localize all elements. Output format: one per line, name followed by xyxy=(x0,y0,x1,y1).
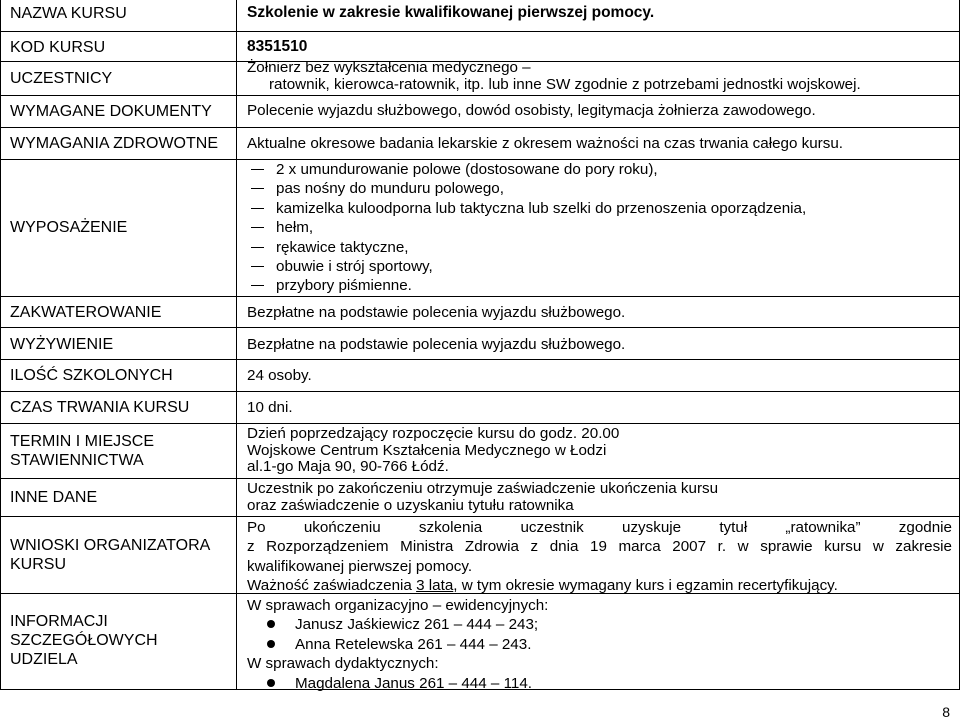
label-nazwa-kursu: NAZWA KURSU xyxy=(10,5,127,22)
value-ilosc-szkolonych: 24 osoby. xyxy=(247,367,312,384)
list-item: obuwie i strój sportowy, xyxy=(247,257,952,276)
row-divider xyxy=(0,31,960,32)
label-inne-dane: INNE DANE xyxy=(10,489,98,506)
label-ilosc-szkolonych: ILOŚĆ SZKOLONYCH xyxy=(10,367,173,384)
uczestnicy-line1: Żołnierz bez wykształcenia medycznego – xyxy=(247,59,531,76)
row-divider xyxy=(0,95,960,96)
list-item: pas nośny do munduru polowego, xyxy=(247,179,952,198)
didactic-contacts-header: W sprawach dydaktycznych: xyxy=(247,655,439,673)
page-number: 8 xyxy=(942,704,950,720)
label-wymagania-zdrowotne: WYMAGANIA ZDROWOTNE xyxy=(10,135,218,152)
equipment-list xyxy=(247,160,952,296)
value-zakwaterowanie: Bezpłatne na podstawie polecenia wyjazdu służbowego. xyxy=(247,304,626,321)
label-uczestnicy: UCZESTNICY xyxy=(10,70,113,87)
inne-line2: oraz zaświadczenie o uzyskaniu tytułu ratownika xyxy=(247,496,574,514)
value-wymagania-zdrowotne: Aktualne okresowe badania lekarskie z okresem ważności na czas trwania całego kursu. xyxy=(247,135,843,152)
list-item: Janusz Jaśkiewicz 261 – 444 – 243; xyxy=(247,615,952,634)
label-wymagane-dokumenty: WYMAGANE DOKUMENTY xyxy=(10,103,212,120)
value-inne-dane xyxy=(247,481,952,514)
termin-line2: Wojskowe Centrum Kształcenia Medycznego w Łodzi xyxy=(247,441,607,459)
row-divider xyxy=(0,391,960,392)
org-contacts-list xyxy=(247,615,952,654)
list-item: 2 x umundurowanie polowe (dostosowane do pory roku), xyxy=(247,160,952,179)
label-kod-kursu: KOD KURSU xyxy=(10,39,106,56)
value-wnioski-organizatora xyxy=(247,518,952,596)
termin-label-line1: TERMIN I MIEJSCE xyxy=(10,433,155,450)
label-wyposazenie: WYPOSAŻENIE xyxy=(10,219,128,236)
informacji-label-line2: SZCZEGÓŁOWYCH xyxy=(10,632,158,649)
row-divider xyxy=(0,327,960,328)
label-termin-miejsce xyxy=(10,432,236,470)
termin-line1: Dzień poprzedzający rozpoczęcie kursu do godz. 20.00 xyxy=(247,425,620,442)
list-item: przybory piśmienne. xyxy=(247,276,952,295)
bullet-icon xyxy=(267,620,275,628)
row-divider xyxy=(0,296,960,297)
wnioski-line1: Po ukończeniu szkolenia uczestnik uzyskuje tytuł „ratownika” zgodnie xyxy=(247,519,952,536)
value-wymagane-dokumenty: Polecenie wyjazdu służbowego, dowód osobisty, legitymacja żołnierza zawodowego. xyxy=(247,102,816,119)
didactic-contacts-list xyxy=(247,674,952,693)
termin-line3: al.1-go Maja 90, 90-766 Łódź. xyxy=(247,458,449,476)
value-termin-miejsce xyxy=(247,426,952,476)
value-nazwa-kursu: Szkolenie w zakresie kwalifikowanej pierwszej pomocy. xyxy=(247,4,655,21)
row-divider xyxy=(0,359,960,360)
value-wyzywienie: Bezpłatne na podstawie polecenia wyjazdu służbowego. xyxy=(247,336,626,353)
label-czas-trwania: CZAS TRWANIA KURSU xyxy=(10,399,190,416)
wnioski-label-line2: KURSU xyxy=(10,556,67,573)
informacji-label-line1: INFORMACJI xyxy=(10,613,108,630)
org-contacts-header: W sprawach organizacyjno – ewidencyjnych: xyxy=(247,597,549,614)
bullet-icon xyxy=(267,679,275,687)
wnioski-label-line1: WNIOSKI ORGANIZATORA xyxy=(10,537,211,554)
wnioski-line2: z Rozporządzeniem Ministra Zdrowia z dnia 19 marca 2007 r. w sprawie kursu w zakresie xyxy=(247,538,952,556)
list-item: Anna Retelewska 261 – 444 – 243. xyxy=(247,635,952,654)
label-wnioski-organizatora xyxy=(10,536,236,574)
row-divider xyxy=(0,516,960,517)
column-divider xyxy=(236,0,237,689)
termin-label-line2: STAWIENNICTWA xyxy=(10,452,144,469)
label-informacji-udziela xyxy=(10,612,236,669)
list-item: hełm, xyxy=(247,218,952,237)
value-informacji-udziela xyxy=(247,596,952,693)
value-wyposazenie xyxy=(247,160,952,296)
value-kod-kursu: 8351510 xyxy=(247,38,308,55)
informacji-label-line3: UDZIELA xyxy=(10,651,78,668)
label-wyzywienie: WYŻYWIENIE xyxy=(10,336,114,353)
wnioski-line4: Ważność zaświadczenia 3 lata, w tym okresie wymagany kurs i egzamin recertyfikujący. xyxy=(247,577,838,595)
table-border-left xyxy=(0,0,1,689)
row-divider xyxy=(0,478,960,479)
value-uczestnicy xyxy=(247,60,952,93)
value-czas-trwania: 10 dni. xyxy=(247,399,293,416)
bullet-icon xyxy=(267,640,275,648)
list-item: rękawice taktyczne, xyxy=(247,238,952,257)
inne-line1: Uczestnik po zakończeniu otrzymuje zaświadczenie ukończenia kursu xyxy=(247,480,719,497)
row-divider xyxy=(0,423,960,424)
list-item: Magdalena Janus 261 – 444 – 114. xyxy=(247,674,952,693)
row-divider xyxy=(0,127,960,128)
label-zakwaterowanie: ZAKWATEROWANIE xyxy=(10,304,162,321)
wnioski-line3: kwalifikowanej pierwszej pomocy. xyxy=(247,557,473,575)
uczestnicy-line2: ratownik, kierowca-ratownik, itp. lub inne SW zgodnie z potrzebami jednostki wojskowej. xyxy=(269,75,861,93)
list-item: kamizelka kuloodporna lub taktyczna lub szelki do przenoszenia oporządzenia, xyxy=(247,199,952,218)
validity-period: 3 lata xyxy=(416,577,454,595)
